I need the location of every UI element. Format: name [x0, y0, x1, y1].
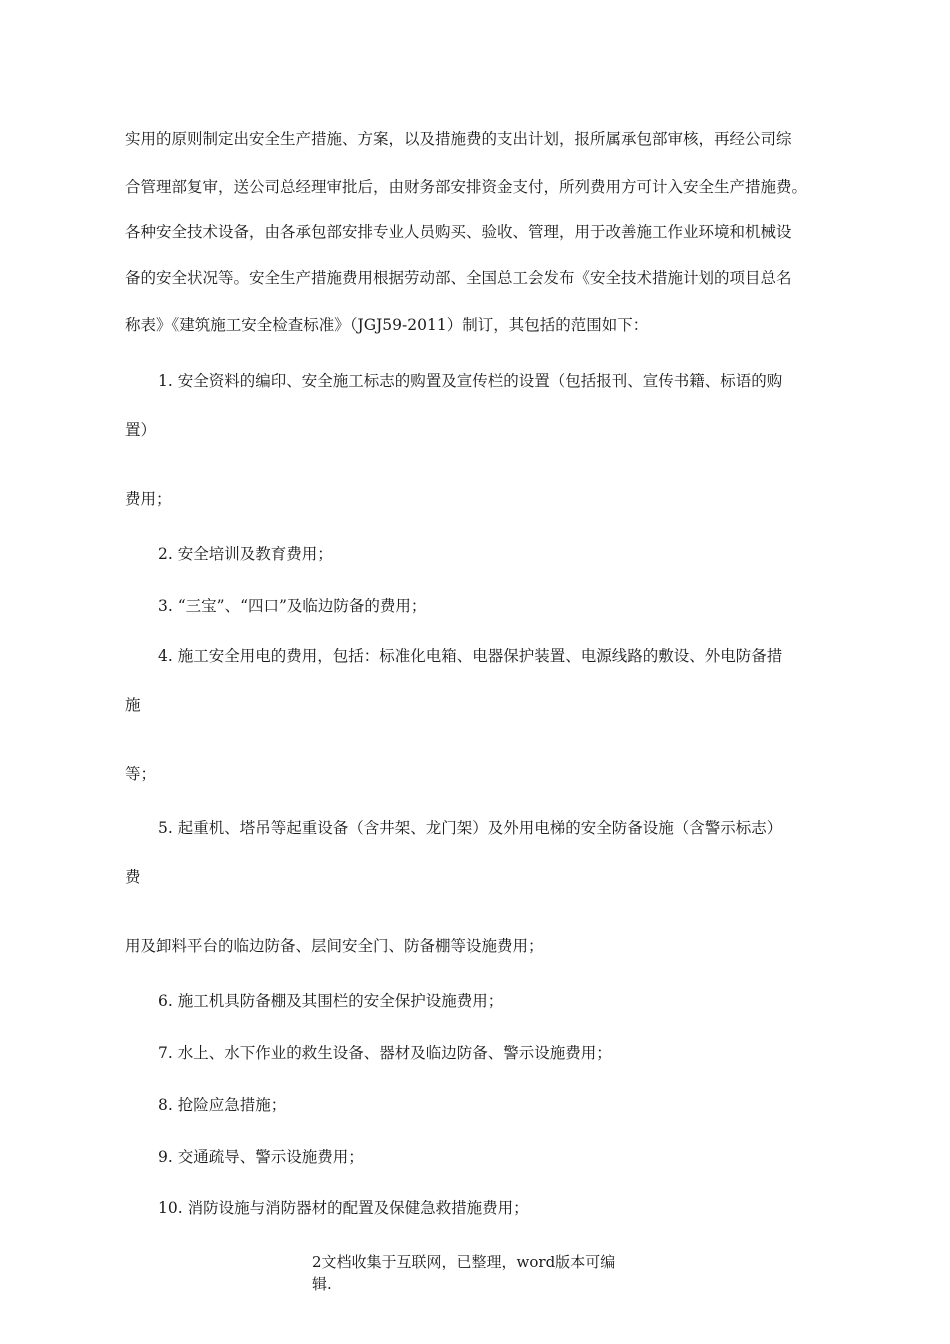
list-item-4-line-1: 4. 施工安全用电的费用，包括：标准化电箱、电器保护装置、电源线路的敷设、外电防备措	[158, 647, 783, 665]
footer-line-1: 2文档收集于互联网，已整理，word版本可编	[312, 1253, 616, 1271]
paragraph-line-2: 合管理部复审，送公司总经理审批后，由财务部安排资金支付，所列费用方可计入安全生产措施费。	[125, 178, 808, 196]
list-item-4-line-2: 施	[125, 696, 141, 714]
list-item-6: 6. 施工机具防备棚及其围栏的安全保护设施费用；	[158, 992, 504, 1010]
list-item-9: 9. 交通疏导、警示设施费用；	[158, 1148, 364, 1166]
list-item-5-line-1: 5. 起重机、塔吊等起重设备（含井架、龙门架）及外用电梯的安全防备设施（含警示标志）	[158, 819, 783, 837]
list-item-1-line-3: 费用；	[125, 490, 172, 508]
list-item-5-line-3: 用及卸料平台的临边防备、层间安全门、防备棚等设施费用；	[125, 937, 544, 955]
list-item-5-line-2: 费	[125, 868, 141, 886]
list-item-1-line-1: 1. 安全资料的编印、安全施工标志的购置及宣传栏的设置（包括报刊、宣传书籍、标语的购	[158, 372, 783, 390]
list-item-3: 3. “三宝”、“四口”及临边防备的费用；	[158, 597, 427, 615]
paragraph-line-3: 各种安全技术设备，由各承包部安排专业人员购买、验收、管理，用于改善施工作业环境和机械设	[125, 223, 792, 241]
list-item-10: 10. 消防设施与消防器材的配置及保健急救措施费用；	[158, 1199, 529, 1217]
list-item-8: 8. 抢险应急措施；	[158, 1096, 287, 1114]
paragraph-line-5: 称表》《建筑施工安全检查标准》（JGJ59-2011）制订，其包括的范围如下：	[125, 316, 649, 334]
footer-line-2: 辑.	[312, 1275, 332, 1293]
list-item-7: 7. 水上、水下作业的救生设备、器材及临边防备、警示设施费用；	[158, 1044, 612, 1062]
list-item-2: 2. 安全培训及教育费用；	[158, 545, 333, 563]
page-footer	[312, 1251, 672, 1295]
paragraph-line-1: 实用的原则制定出安全生产措施、方案，以及措施费的支出计划，报所属承包部审核，再经公司综	[125, 130, 792, 148]
list-item-1-line-2: 置）	[125, 421, 157, 439]
list-item-4-line-3: 等；	[125, 765, 157, 783]
paragraph-line-4: 备的安全状况等。安全生产措施费用根据劳动部、全国总工会发布《安全技术措施计划的项目总名	[125, 269, 792, 287]
